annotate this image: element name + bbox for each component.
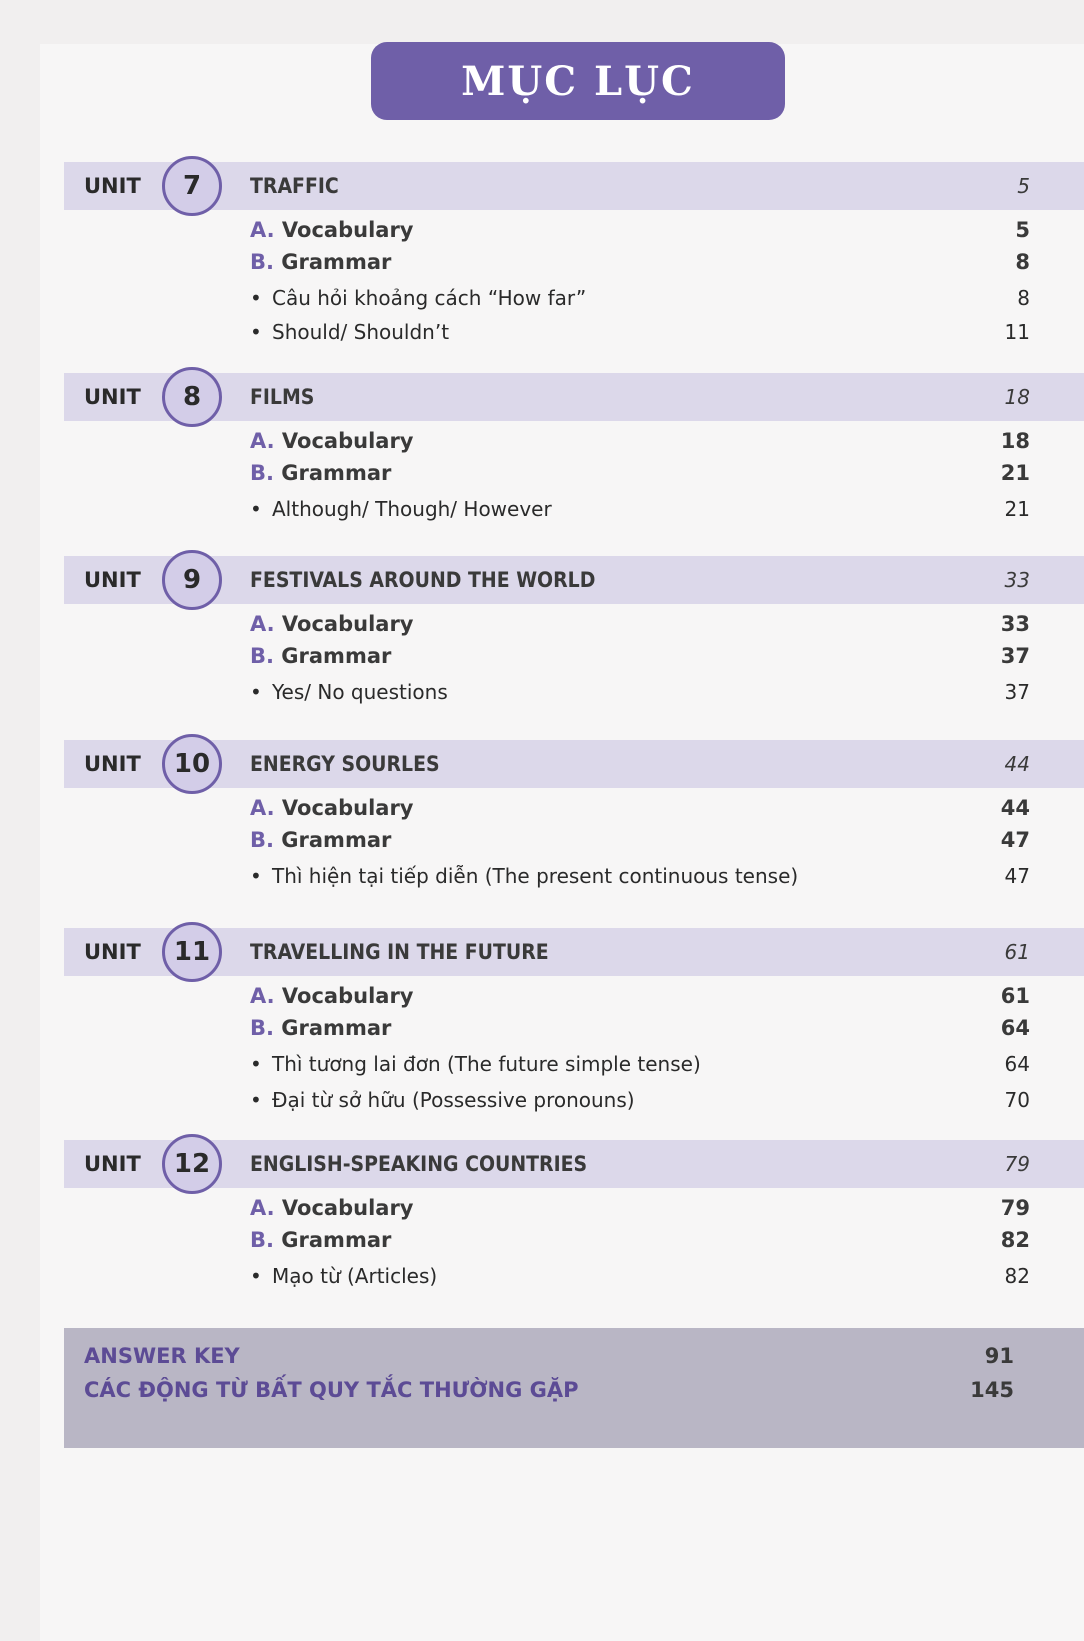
section-letter: B. — [250, 644, 274, 668]
topic-entry[interactable] — [250, 864, 1030, 894]
unit-title[interactable]: FILMS — [250, 385, 315, 409]
entry-label: • Although/ Though/ However — [250, 497, 552, 521]
entry-label: B. Grammar — [250, 250, 392, 274]
entry-page-number: 33 — [1000, 612, 1030, 636]
unit-number-badge: 8 — [162, 367, 222, 427]
entry-page-number: 21 — [1004, 497, 1030, 521]
section-entry[interactable] — [250, 828, 1030, 858]
entry-label: A. Vocabulary — [250, 984, 414, 1008]
unit-page-number: 33 — [1004, 568, 1030, 592]
topic-entry[interactable] — [250, 1088, 1030, 1118]
section-entry[interactable] — [250, 218, 1030, 248]
unit-page-number: 79 — [1004, 1152, 1030, 1176]
entry-page-number: 64 — [1000, 1016, 1030, 1040]
section-letter: A. — [250, 612, 275, 636]
entry-page-number: 21 — [1000, 461, 1030, 485]
bullet-icon: • — [250, 1088, 262, 1112]
bullet-icon: • — [250, 497, 262, 521]
entry-label: • Thì tương lai đơn (The future simple tense) — [250, 1052, 701, 1076]
entry-label: • Mạo từ (Articles) — [250, 1264, 438, 1288]
topic-entry[interactable] — [250, 497, 1030, 527]
entry-page-number: 11 — [1004, 320, 1030, 344]
topic-entry[interactable] — [250, 680, 1030, 710]
section-entry[interactable] — [250, 250, 1030, 280]
topic-entry[interactable] — [250, 286, 1030, 316]
entry-label: • Thì hiện tại tiếp diễn (The present continuous tense) — [250, 864, 799, 888]
entry-label: B. Grammar — [250, 644, 392, 668]
section-entry[interactable] — [250, 612, 1030, 642]
unit-title[interactable]: ENGLISH-SPEAKING COUNTRIES — [250, 1152, 588, 1176]
entry-label: B. Grammar — [250, 1016, 392, 1040]
section-letter: B. — [250, 828, 274, 852]
section-letter: A. — [250, 796, 275, 820]
section-letter: A. — [250, 984, 275, 1008]
unit-label: UNIT — [84, 568, 141, 592]
unit-label: UNIT — [84, 174, 141, 198]
entry-label: • Câu hỏi khoảng cách “How far” — [250, 286, 587, 310]
section-entry[interactable] — [250, 461, 1030, 491]
entry-page-number: 44 — [1000, 796, 1030, 820]
section-letter: B. — [250, 1016, 274, 1040]
topic-entry[interactable] — [250, 320, 1030, 350]
appendix-entry[interactable] — [84, 1344, 1014, 1376]
entry-page-number: 37 — [1004, 680, 1030, 704]
entry-label: • Should/ Shouldn’t — [250, 320, 450, 344]
section-letter: B. — [250, 1228, 274, 1252]
appendix-label: CÁC ĐỘNG TỪ BẤT QUY TẮC THƯỜNG GẶP — [84, 1378, 579, 1402]
unit-label: UNIT — [84, 940, 141, 964]
entry-label: B. Grammar — [250, 1228, 392, 1252]
entry-label: A. Vocabulary — [250, 1196, 414, 1220]
bullet-icon: • — [250, 680, 262, 704]
entry-label: A. Vocabulary — [250, 612, 414, 636]
unit-label: UNIT — [84, 385, 141, 409]
unit-label: UNIT — [84, 752, 141, 776]
entry-page-number: 37 — [1000, 644, 1030, 668]
entry-page-number: 82 — [1000, 1228, 1030, 1252]
entry-page-number: 8 — [1015, 250, 1030, 274]
entry-label: • Yes/ No questions — [250, 680, 448, 704]
bullet-icon: • — [250, 320, 262, 344]
entry-label: A. Vocabulary — [250, 429, 414, 453]
unit-page-number: 44 — [1004, 752, 1030, 776]
section-entry[interactable] — [250, 1016, 1030, 1046]
entry-page-number: 8 — [1017, 286, 1030, 310]
section-letter: A. — [250, 218, 275, 242]
entry-page-number: 79 — [1000, 1196, 1030, 1220]
bullet-icon: • — [250, 286, 262, 310]
topic-entry[interactable] — [250, 1052, 1030, 1082]
unit-title[interactable]: FESTIVALS AROUND THE WORLD — [250, 568, 596, 592]
unit-page-number: 5 — [1017, 174, 1030, 198]
entry-label: B. Grammar — [250, 461, 392, 485]
entry-label: • Đại từ sở hữu (Possessive pronouns) — [250, 1088, 635, 1112]
entry-page-number: 82 — [1004, 1264, 1030, 1288]
entry-page-number: 18 — [1000, 429, 1030, 453]
appendix-label: ANSWER KEY — [84, 1344, 240, 1368]
unit-number-badge: 7 — [162, 156, 222, 216]
entry-page-number: 61 — [1000, 984, 1030, 1008]
unit-page-number: 18 — [1004, 385, 1030, 409]
section-entry[interactable] — [250, 644, 1030, 674]
appendix-page-number: 145 — [970, 1378, 1014, 1402]
bullet-icon: • — [250, 864, 262, 888]
unit-title[interactable]: TRAFFIC — [250, 174, 339, 198]
unit-number-badge: 11 — [162, 922, 222, 982]
page-title: MỤC LỤC — [371, 42, 785, 120]
bullet-icon: • — [250, 1052, 262, 1076]
unit-number-badge: 12 — [162, 1134, 222, 1194]
section-entry[interactable] — [250, 1228, 1030, 1258]
entry-page-number: 47 — [1000, 828, 1030, 852]
entry-label: A. Vocabulary — [250, 796, 414, 820]
bullet-icon: • — [250, 1264, 262, 1288]
unit-title[interactable]: ENERGY SOURLES — [250, 752, 440, 776]
entry-label: B. Grammar — [250, 828, 392, 852]
unit-number-badge: 10 — [162, 734, 222, 794]
unit-number-badge: 9 — [162, 550, 222, 610]
topic-entry[interactable] — [250, 1264, 1030, 1294]
entry-label: A. Vocabulary — [250, 218, 414, 242]
section-letter: B. — [250, 250, 274, 274]
entry-page-number: 70 — [1004, 1088, 1030, 1112]
section-letter: A. — [250, 429, 275, 453]
unit-label: UNIT — [84, 1152, 141, 1176]
section-entry[interactable] — [250, 429, 1030, 459]
unit-title[interactable]: TRAVELLING IN THE FUTURE — [250, 940, 549, 964]
unit-page-number: 61 — [1004, 940, 1030, 964]
section-entry[interactable] — [250, 796, 1030, 826]
entry-page-number: 47 — [1004, 864, 1030, 888]
section-letter: A. — [250, 1196, 275, 1220]
section-letter: B. — [250, 461, 274, 485]
section-entry[interactable] — [250, 984, 1030, 1014]
appendix-page-number: 91 — [984, 1344, 1014, 1368]
entry-page-number: 64 — [1004, 1052, 1030, 1076]
section-entry[interactable] — [250, 1196, 1030, 1226]
appendix-entry[interactable] — [84, 1378, 1014, 1410]
entry-page-number: 5 — [1015, 218, 1030, 242]
